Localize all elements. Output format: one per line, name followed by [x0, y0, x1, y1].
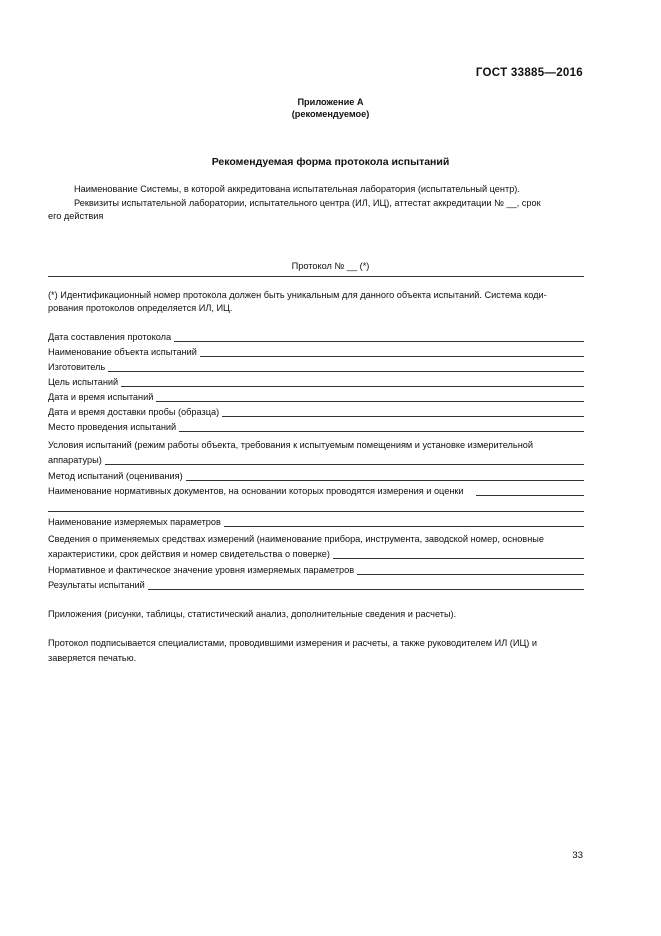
normative-docs-extra-line[interactable]: [48, 511, 584, 512]
field-sample-delivery[interactable]: [48, 407, 584, 419]
fill-line[interactable]: [200, 355, 584, 357]
fill-line[interactable]: [108, 370, 584, 372]
intro-line-2: Реквизиты испытательной лаборатории, испытательного центра (ИЛ, ИЦ), аттестат аккредитации № __, срок: [74, 198, 541, 208]
field-label: Место проведения испытаний: [48, 422, 177, 432]
signature-note-line-1: Протокол подписывается специалистами, проводившими измерения и расчеты, а также руководителем ИЛ (ИЦ) и: [48, 638, 538, 648]
field-normative-actual[interactable]: [48, 565, 584, 577]
field-label: Нормативное и фактическое значение уровня измеряемых параметров: [48, 565, 355, 575]
fill-line[interactable]: [476, 494, 584, 496]
field-conditions[interactable]: [48, 455, 584, 467]
field-instruments-label: Сведения о применяемых средствах измерений (наименование прибора, инструмента, заводской номер, основные: [48, 534, 544, 544]
field-test-location[interactable]: [48, 422, 584, 434]
annex-status: (рекомендуемое): [291, 109, 370, 119]
page-number: 33: [572, 850, 583, 861]
intro-line-2-cont: его действия: [48, 211, 104, 221]
fill-line[interactable]: [148, 588, 584, 590]
field-label: Наименование нормативных документов, на основании которых проводятся измерения и оценки: [48, 486, 464, 496]
field-manufacturer[interactable]: [48, 362, 584, 374]
fill-line[interactable]: [222, 415, 584, 417]
fill-line[interactable]: [333, 557, 584, 559]
attachments-note: Приложения (рисунки, таблицы, статистический анализ, дополнительные сведения и расчеты).: [48, 609, 457, 619]
form-title: Рекомендуемая форма протокола испытаний: [211, 156, 450, 168]
protocol-number: Протокол № __ (*): [291, 261, 370, 271]
field-method[interactable]: [48, 471, 584, 483]
field-object-name[interactable]: [48, 347, 584, 359]
fill-line[interactable]: [121, 385, 584, 387]
annex-title: Приложение А: [297, 97, 364, 107]
field-label: Наименование объекта испытаний: [48, 347, 197, 357]
field-label: Цель испытаний: [48, 377, 119, 387]
field-purpose[interactable]: [48, 377, 584, 389]
field-label: Результаты испытаний: [48, 580, 145, 590]
field-label: Дата составления протокола: [48, 332, 172, 342]
intro-line-1: Наименование Системы, в которой аккредитована испытательная лаборатория (испытательный центр).: [74, 184, 520, 194]
field-normative-docs[interactable]: [48, 486, 584, 498]
fill-line[interactable]: [156, 400, 584, 402]
footnote-line-1: (*) Идентификационный номер протокола должен быть уникальным для данного объекта испытаний. Система коди-: [48, 290, 547, 300]
fill-line[interactable]: [174, 340, 584, 342]
standard-number: ГОСТ 33885—2016: [475, 67, 583, 79]
fill-line[interactable]: [179, 430, 584, 432]
fill-line[interactable]: [357, 573, 584, 575]
fill-line[interactable]: [105, 463, 584, 465]
field-label: Изготовитель: [48, 362, 106, 372]
fill-line[interactable]: [186, 479, 584, 481]
field-label: Метод испытаний (оценивания): [48, 471, 183, 481]
protocol-number-line: [48, 276, 584, 277]
field-conditions-label: Условия испытаний (режим работы объекта, требования к испытуемым помещениям и установке измерительной: [48, 440, 534, 450]
field-label: Дата и время испытаний: [48, 392, 154, 402]
fill-line[interactable]: [224, 525, 584, 527]
footnote-line-2: рования протоколов определяется ИЛ, ИЦ.: [48, 303, 233, 313]
field-instruments[interactable]: [48, 549, 584, 561]
field-label: характеристики, срок действия и номер свидетельства о поверке): [48, 549, 330, 559]
field-measured-params[interactable]: [48, 517, 584, 529]
field-test-datetime[interactable]: [48, 392, 584, 404]
field-label: Наименование измеряемых параметров: [48, 517, 221, 527]
field-date-compiled[interactable]: [48, 332, 584, 344]
field-results[interactable]: [48, 580, 584, 592]
signature-note-line-2: заверяется печатью.: [48, 653, 137, 663]
field-label: Дата и время доставки пробы (образца): [48, 407, 220, 417]
field-label: аппаратуры): [48, 455, 102, 465]
